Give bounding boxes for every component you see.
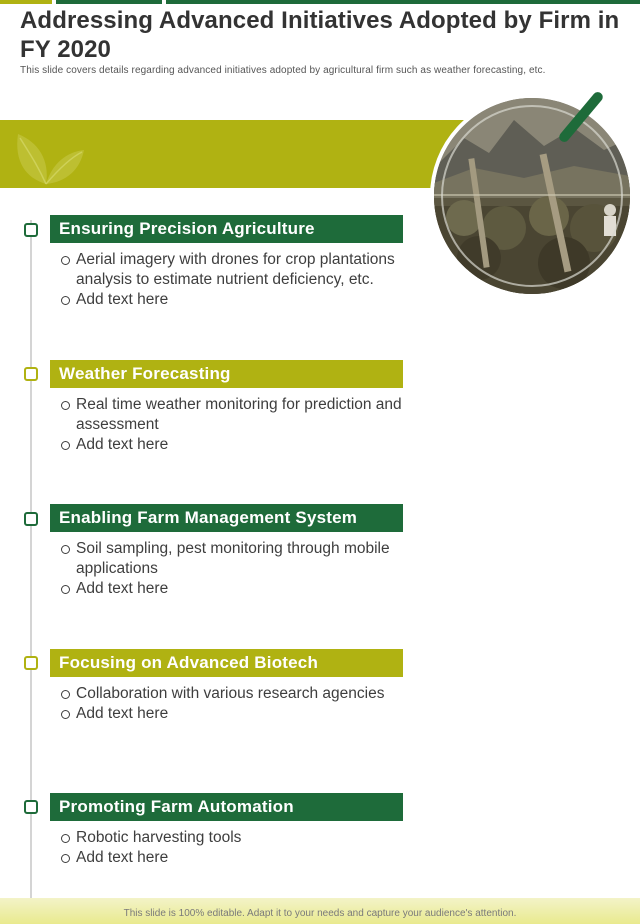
bullet-item: Add text here	[60, 579, 410, 599]
timeline-line	[30, 220, 32, 900]
bullet-list	[60, 539, 410, 599]
bullet-item: Add text here	[60, 435, 410, 455]
top-accent-green	[56, 0, 162, 4]
top-accent-lime	[0, 0, 52, 4]
bullet-item: Real time weather monitoring for prediction and assessment	[60, 395, 410, 435]
bullet-list	[60, 828, 410, 868]
footer-text: This slide is 100% editable. Adapt it to your needs and capture your audience's attention.	[123, 908, 517, 919]
top-accent-green-long	[166, 0, 640, 4]
section-marker	[24, 223, 38, 237]
vineyard-photo	[430, 94, 634, 298]
bullet-item: Aerial imagery with drones for crop plantations analysis to estimate nutrient deficiency, etc.	[60, 250, 410, 290]
section-marker	[24, 367, 38, 381]
bullet-item: Collaboration with various research agencies	[60, 684, 410, 704]
leaf-icon	[8, 126, 88, 190]
section-marker	[24, 512, 38, 526]
bullet-item: Add text here	[60, 704, 410, 724]
section-heading: Promoting Farm Automation	[50, 793, 403, 821]
section-heading: Focusing on Advanced Biotech	[50, 649, 403, 677]
section-marker	[24, 800, 38, 814]
section-heading: Ensuring Precision Agriculture	[50, 215, 403, 243]
section-marker	[24, 656, 38, 670]
bullet-item: Robotic harvesting tools	[60, 828, 410, 848]
section-heading: Weather Forecasting	[50, 360, 403, 388]
bullet-item: Soil sampling, pest monitoring through mobile applications	[60, 539, 410, 579]
page-subtitle: This slide covers details regarding advanced initiatives adopted by agricultural firm such as weather forecasting, etc.	[20, 65, 546, 76]
bullet-item: Add text here	[60, 848, 410, 868]
bullet-list	[60, 684, 410, 724]
bullet-item: Add text here	[60, 290, 410, 310]
page-title: Addressing Advanced Initiatives Adopted by Firm in FY 2020	[20, 7, 620, 63]
bullet-list	[60, 250, 410, 310]
section-heading: Enabling Farm Management System	[50, 504, 403, 532]
bullet-list	[60, 395, 410, 455]
